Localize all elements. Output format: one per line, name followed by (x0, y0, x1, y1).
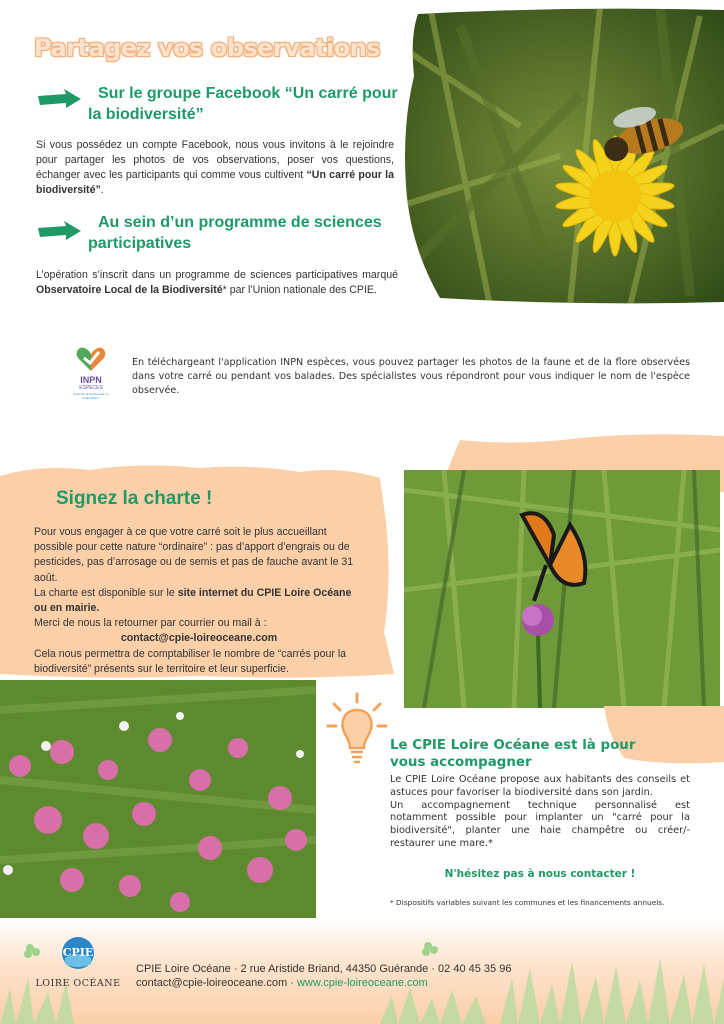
cpie-logo (30, 936, 126, 989)
inpn-logo-tag: Explorez la biodiversité en m'identifiant ! (73, 392, 109, 400)
science-text (36, 268, 398, 298)
arrow-icon (36, 220, 82, 242)
charte-p4: Cela nous permettra de comptabiliser le nombre de “carrés pour la biodiversité” présents sur le territoire et leur superficie. (34, 647, 347, 675)
bee-dandelion-image (400, 6, 724, 306)
inpn-logo-sub: ESPÈCES (79, 385, 103, 391)
footer-website-link[interactable]: www.cpie-loireoceane.com (296, 977, 428, 989)
butterfly-image (404, 470, 720, 708)
science-heading: Au sein d’un programme de sciences participatives (88, 214, 382, 252)
accompagner-p1: Le CPIE Loire Océane propose aux habitants des conseils et astuces pour favoriser la biodiversité dans son jardin. (390, 774, 690, 798)
science-text-bold: Observatoire Local de la Biodiversité (36, 284, 223, 296)
charte-p1: Pour vous engager à ce que votre carré soit le plus accueillant possible pour cette nature “ordinaire” : pas d’apport d’engrais ou de pesticides, pas d’arrosage ou de semis et pas de fauche avant le 31 août. (34, 526, 354, 584)
facebook-text-end: . (100, 184, 104, 196)
arrow-icon (36, 88, 82, 110)
accompagner-p2: Un accompagnement technique personnalisé est notamment possible pour implanter un "carré pour la biodiversité", planter une haie champêtre ou créer/-restaurer une mare.* (390, 799, 690, 849)
clover-photo (0, 680, 316, 918)
facebook-text-bold: “Un carré pour la biodiversité” (36, 169, 395, 196)
facebook-heading: Sur le groupe Facebook “Un carré pour la biodiversité” (88, 85, 398, 123)
charte-p2-text: La charte est disponible sur le (34, 586, 178, 599)
science-text-1: L’opération s’inscrit dans un programme de sciences participatives marqué (36, 269, 398, 281)
cpie-logo-text: CPIE (62, 946, 94, 959)
facebook-text-1: Si vous possédez un compte Facebook, nous vous invitons à le rejoindre pour partager les photos de vos observations, poser vos questions, échanger avec les participants qui comme vous cultivent (36, 139, 394, 181)
butterfly-photo (404, 470, 720, 708)
accompagner-heading: Le CPIE Loire Océane est là pour vous accompagner (390, 738, 636, 770)
charte-text (34, 525, 364, 677)
charte-heading: Signez la charte ! (56, 488, 213, 509)
charte-p2 (34, 586, 364, 616)
contact-cta: N'hésitez pas à nous contacter ! (444, 868, 636, 880)
footer-email[interactable]: contact@cpie-loireoceane.com · (136, 977, 297, 989)
cpie-logo-name: LOIRE OCÉANE (35, 978, 121, 989)
facebook-text (36, 138, 394, 198)
charte-p2-bold: site internet du CPIE Loire Océane ou en mairie. (34, 586, 352, 615)
footnote: * Dispositifs variables suivant les communes et les financements annuels. (390, 898, 665, 907)
heart-icon (76, 346, 106, 372)
footer-address: CPIE Loire Océane · 2 rue Aristide Briand, 44350 Guérande · 02 40 45 35 96 (136, 963, 512, 975)
inpn-text: En téléchargeant l'application INPN espèces, vous pouvez partager les photos de la faune et de la flore observées dans votre carré ou pendant vos balades. Des spécialistes vous répondront pour vous indiquer le nom de l'espèce observée. (132, 357, 690, 396)
inpn-logo-text: INPN (80, 375, 102, 385)
bee-dandelion-photo (400, 6, 724, 306)
inpn-logo (68, 346, 114, 412)
clover-image (0, 680, 316, 918)
page-title: Partagez vos observations (34, 34, 381, 62)
charte-email[interactable]: contact@cpie-loireoceane.com (120, 632, 278, 645)
science-text-2: * par l’Union nationale des CPIE. (222, 284, 377, 296)
accompagner-text (390, 774, 690, 851)
lightbulb-icon (326, 690, 388, 772)
charte-p3: Merci de nous la retourner par courrier ou mail à : (34, 617, 267, 630)
footer-contact (136, 975, 428, 991)
